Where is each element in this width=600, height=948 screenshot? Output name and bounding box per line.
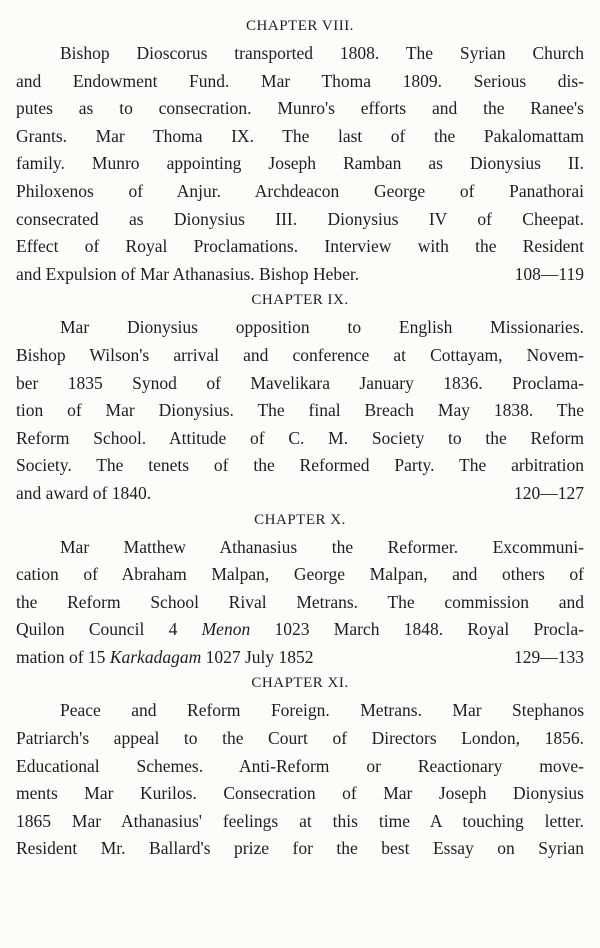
summary-line: Peace and Reform Foreign. Metrans. Mar Stephanos — [60, 700, 584, 721]
summary-last-line — [16, 480, 584, 508]
chapter-summary — [16, 314, 584, 342]
summary-line: Mar Matthew Athanasius the Reformer. Excommuni- — [60, 536, 584, 557]
page-range: 120—127 — [514, 482, 584, 503]
summary-line: family. Munro appointing Joseph Ramban as Dionysius II. — [16, 153, 584, 174]
summary-text: Quilon Council 4 — [16, 619, 202, 640]
summary-line: Grants. Mar Thoma IX. The last of the Pakalomattam — [16, 125, 584, 146]
summary-line: putes as to consecration. Munro's efforts and the Ranee's — [16, 98, 584, 119]
summary-line — [16, 644, 314, 672]
summary-text: 1023 March 1848. Royal Procla- — [250, 619, 584, 640]
page-range: 108—119 — [514, 263, 584, 284]
page-range: 129—133 — [514, 646, 584, 667]
chapter-summary-cont — [16, 68, 584, 261]
summary-line: cation of Abraham Malpan, George Malpan, and others of — [16, 564, 584, 585]
summary-line: Patriarch's appeal to the Court of Directors London, 1856. — [16, 728, 584, 749]
chapter-summary-cont — [16, 342, 584, 480]
chapter-heading: CHAPTER X. — [254, 511, 346, 528]
summary-line: tion of Mar Dionysius. The final Breach May 1838. The — [16, 400, 584, 421]
chapter-heading: CHAPTER IX. — [251, 292, 349, 309]
summary-line: and award of 1840. — [16, 482, 152, 503]
summary-line: Mar Dionysius opposition to English Missionaries. — [60, 317, 584, 338]
chapter-summary — [16, 40, 584, 68]
summary-line: 1865 Mar Athanasius' feelings at this time A touching letter. — [16, 810, 584, 831]
chapter-summary — [16, 534, 584, 562]
summary-line: Philoxenos of Anjur. Archdeacon George of Panathorai — [16, 180, 584, 201]
summary-text: mation of 15 — [16, 646, 110, 667]
summary-line: Educational Schemes. Anti-Reform or Reactionary move- — [16, 755, 584, 776]
summary-line: Bishop Dioscorus transported 1808. The Syrian Church — [60, 43, 584, 63]
chapter-x — [16, 510, 584, 672]
summary-line: ments Mar Kurilos. Consecration of Mar Joseph Dionysius — [16, 783, 584, 804]
summary-line: and Expulsion of Mar Athanasius. Bishop Heber. — [16, 263, 360, 284]
summary-line: consecrated as Dionysius III. Dionysius IV of Cheepat. — [16, 208, 584, 229]
summary-line: Society. The tenets of the Reformed Party. The arbitration — [16, 455, 584, 476]
summary-line — [16, 616, 584, 644]
summary-line: and Endowment Fund. Mar Thoma 1809. Serious dis- — [16, 70, 584, 91]
summary-line: Reform School. Attitude of C. M. Society to the Reform — [16, 427, 584, 448]
chapter-summary — [16, 697, 584, 725]
summary-line: the Reform School Rival Metrans. The commission and — [16, 591, 584, 612]
chapter-ix — [16, 290, 584, 507]
summary-last-line — [16, 644, 584, 672]
summary-line: ber 1835 Synod of Mavelikara January 1836. Proclama- — [16, 372, 584, 393]
chapter-xi — [16, 673, 584, 863]
chapter-summary-cont — [16, 725, 584, 863]
summary-italic-month: Menon — [201, 619, 251, 640]
summary-line: Resident Mr. Ballard's prize for the best Essay on Syrian — [16, 838, 584, 859]
summary-italic-month: Karkadagam — [109, 646, 202, 667]
summary-last-line — [16, 261, 584, 289]
summary-text: 1027 July 1852 — [201, 646, 314, 667]
chapter-viii — [16, 16, 584, 288]
summary-line: Effect of Royal Proclamations. Interview with the Resident — [16, 236, 584, 257]
chapter-summary-cont — [16, 561, 584, 644]
chapter-heading: CHAPTER VIII. — [246, 18, 354, 34]
summary-line: Bishop Wilson's arrival and conference at Cottayam, Novem- — [16, 344, 584, 365]
chapter-heading: CHAPTER XI. — [251, 675, 349, 692]
